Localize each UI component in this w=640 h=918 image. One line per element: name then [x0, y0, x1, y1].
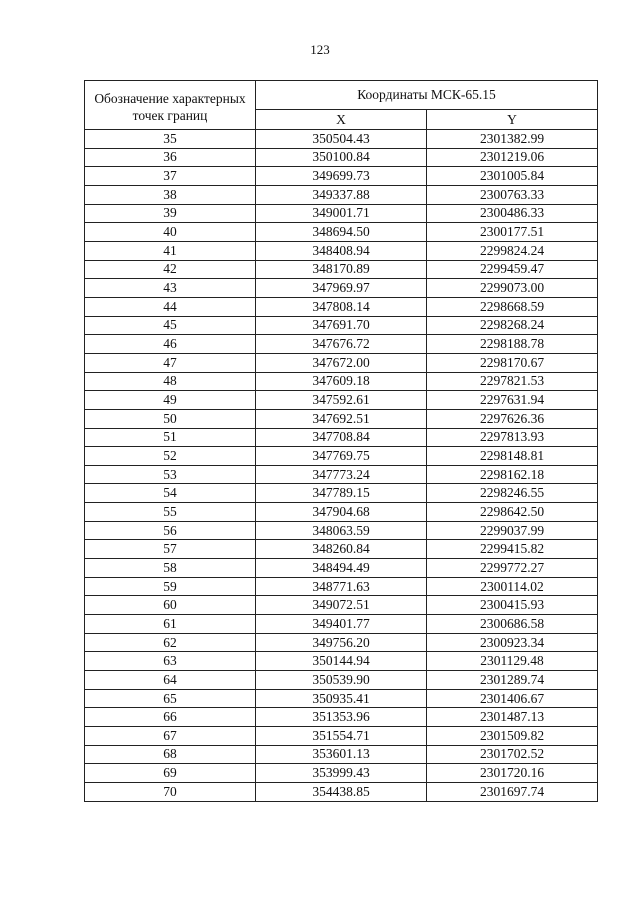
table-row: [85, 148, 598, 167]
x-coordinate-cell: 348260.84: [256, 540, 427, 559]
point-cell: 51: [85, 428, 256, 447]
x-coordinate-cell: 349699.73: [256, 167, 427, 186]
y-coordinate-cell: 2299772.27: [427, 559, 598, 578]
table-row: [85, 745, 598, 764]
x-coordinate-cell: 347789.15: [256, 484, 427, 503]
y-coordinate-cell: 2301487.13: [427, 708, 598, 727]
y-coordinate-cell: 2298148.81: [427, 447, 598, 466]
point-cell: 63: [85, 652, 256, 671]
x-coordinate-cell: 347592.61: [256, 391, 427, 410]
table-row: [85, 167, 598, 186]
table-row: [85, 503, 598, 522]
y-coordinate-cell: 2297626.36: [427, 409, 598, 428]
y-coordinate-cell: 2297631.94: [427, 391, 598, 410]
table-row: [85, 241, 598, 260]
x-coordinate-cell: 348494.49: [256, 559, 427, 578]
x-coordinate-cell: 350935.41: [256, 689, 427, 708]
table-row: [85, 223, 598, 242]
y-coordinate-cell: 2301509.82: [427, 727, 598, 746]
x-coordinate-cell: 353999.43: [256, 764, 427, 783]
y-coordinate-cell: 2299073.00: [427, 279, 598, 298]
table-body: [85, 130, 598, 802]
table-row: [85, 652, 598, 671]
point-cell: 47: [85, 353, 256, 372]
point-cell: 54: [85, 484, 256, 503]
table-header-row: [85, 81, 598, 110]
x-coordinate-cell: 348694.50: [256, 223, 427, 242]
header-coordinates: Координаты МСК-65.15: [256, 81, 598, 110]
table-row: [85, 409, 598, 428]
y-coordinate-cell: 2300486.33: [427, 204, 598, 223]
x-coordinate-cell: 349756.20: [256, 633, 427, 652]
table-row: [85, 335, 598, 354]
point-cell: 42: [85, 260, 256, 279]
point-cell: 64: [85, 671, 256, 690]
table-row: [85, 671, 598, 690]
x-coordinate-cell: 349001.71: [256, 204, 427, 223]
x-coordinate-cell: 350504.43: [256, 130, 427, 149]
table-row: [85, 782, 598, 801]
table-row: [85, 577, 598, 596]
table-row: [85, 633, 598, 652]
y-coordinate-cell: 2300114.02: [427, 577, 598, 596]
point-cell: 56: [85, 521, 256, 540]
y-coordinate-cell: 2298170.67: [427, 353, 598, 372]
y-coordinate-cell: 2297813.93: [427, 428, 598, 447]
y-coordinate-cell: 2299459.47: [427, 260, 598, 279]
table-row: [85, 353, 598, 372]
point-cell: 46: [85, 335, 256, 354]
x-coordinate-cell: 347609.18: [256, 372, 427, 391]
table-row: [85, 559, 598, 578]
y-coordinate-cell: 2301702.52: [427, 745, 598, 764]
header-y: Y: [427, 110, 598, 130]
point-cell: 50: [85, 409, 256, 428]
point-cell: 62: [85, 633, 256, 652]
x-coordinate-cell: 347769.75: [256, 447, 427, 466]
y-coordinate-cell: 2298668.59: [427, 297, 598, 316]
point-cell: 36: [85, 148, 256, 167]
x-coordinate-cell: 347708.84: [256, 428, 427, 447]
table-row: [85, 185, 598, 204]
x-coordinate-cell: 347808.14: [256, 297, 427, 316]
table-row: [85, 372, 598, 391]
x-coordinate-cell: 348063.59: [256, 521, 427, 540]
y-coordinate-cell: 2298162.18: [427, 465, 598, 484]
point-cell: 68: [85, 745, 256, 764]
x-coordinate-cell: 348170.89: [256, 260, 427, 279]
table-row: [85, 465, 598, 484]
y-coordinate-cell: 2300686.58: [427, 615, 598, 634]
point-cell: 44: [85, 297, 256, 316]
y-coordinate-cell: 2298188.78: [427, 335, 598, 354]
point-cell: 45: [85, 316, 256, 335]
y-coordinate-cell: 2299037.99: [427, 521, 598, 540]
page-number: 123: [310, 42, 330, 57]
y-coordinate-cell: 2301129.48: [427, 652, 598, 671]
point-cell: 61: [85, 615, 256, 634]
point-cell: 49: [85, 391, 256, 410]
point-cell: 48: [85, 372, 256, 391]
x-coordinate-cell: 351353.96: [256, 708, 427, 727]
table-row: [85, 260, 598, 279]
y-coordinate-cell: 2301219.06: [427, 148, 598, 167]
point-cell: 60: [85, 596, 256, 615]
y-coordinate-cell: 2301289.74: [427, 671, 598, 690]
y-coordinate-cell: 2300177.51: [427, 223, 598, 242]
point-cell: 35: [85, 130, 256, 149]
table-row: [85, 764, 598, 783]
y-coordinate-cell: 2301697.74: [427, 782, 598, 801]
point-cell: 67: [85, 727, 256, 746]
y-coordinate-cell: 2298268.24: [427, 316, 598, 335]
table-row: [85, 615, 598, 634]
point-cell: 38: [85, 185, 256, 204]
y-coordinate-cell: 2300923.34: [427, 633, 598, 652]
x-coordinate-cell: 350100.84: [256, 148, 427, 167]
table-row: [85, 708, 598, 727]
x-coordinate-cell: 350539.90: [256, 671, 427, 690]
coordinates-table: [84, 80, 598, 802]
y-coordinate-cell: 2298246.55: [427, 484, 598, 503]
point-cell: 57: [85, 540, 256, 559]
x-coordinate-cell: 347904.68: [256, 503, 427, 522]
y-coordinate-cell: 2299824.24: [427, 241, 598, 260]
x-coordinate-cell: 347969.97: [256, 279, 427, 298]
table-row: [85, 204, 598, 223]
table-row: [85, 428, 598, 447]
x-coordinate-cell: 349072.51: [256, 596, 427, 615]
x-coordinate-cell: 347676.72: [256, 335, 427, 354]
x-coordinate-cell: 349337.88: [256, 185, 427, 204]
x-coordinate-cell: 354438.85: [256, 782, 427, 801]
y-coordinate-cell: 2298642.50: [427, 503, 598, 522]
x-coordinate-cell: 348408.94: [256, 241, 427, 260]
x-coordinate-cell: 353601.13: [256, 745, 427, 764]
y-coordinate-cell: 2300415.93: [427, 596, 598, 615]
point-cell: 37: [85, 167, 256, 186]
y-coordinate-cell: 2297821.53: [427, 372, 598, 391]
point-cell: 58: [85, 559, 256, 578]
header-x: X: [256, 110, 427, 130]
y-coordinate-cell: 2300763.33: [427, 185, 598, 204]
table-row: [85, 130, 598, 149]
x-coordinate-cell: 349401.77: [256, 615, 427, 634]
y-coordinate-cell: 2301005.84: [427, 167, 598, 186]
x-coordinate-cell: 347691.70: [256, 316, 427, 335]
x-coordinate-cell: 348771.63: [256, 577, 427, 596]
x-coordinate-cell: 350144.94: [256, 652, 427, 671]
header-point-designation: Обозначение характерных точек границ: [85, 81, 256, 130]
table-row: [85, 596, 598, 615]
y-coordinate-cell: 2301406.67: [427, 689, 598, 708]
x-coordinate-cell: 351554.71: [256, 727, 427, 746]
x-coordinate-cell: 347692.51: [256, 409, 427, 428]
y-coordinate-cell: 2301720.16: [427, 764, 598, 783]
point-cell: 65: [85, 689, 256, 708]
point-cell: 53: [85, 465, 256, 484]
point-cell: 69: [85, 764, 256, 783]
point-cell: 59: [85, 577, 256, 596]
table-row: [85, 521, 598, 540]
point-cell: 52: [85, 447, 256, 466]
y-coordinate-cell: 2299415.82: [427, 540, 598, 559]
x-coordinate-cell: 347672.00: [256, 353, 427, 372]
table-row: [85, 391, 598, 410]
point-cell: 70: [85, 782, 256, 801]
y-coordinate-cell: 2301382.99: [427, 130, 598, 149]
table-row: [85, 540, 598, 559]
table-row: [85, 689, 598, 708]
point-cell: 40: [85, 223, 256, 242]
table-row: [85, 484, 598, 503]
point-cell: 55: [85, 503, 256, 522]
point-cell: 41: [85, 241, 256, 260]
table-row: [85, 297, 598, 316]
point-cell: 43: [85, 279, 256, 298]
point-cell: 39: [85, 204, 256, 223]
table-row: [85, 316, 598, 335]
table-row: [85, 279, 598, 298]
point-cell: 66: [85, 708, 256, 727]
table-row: [85, 727, 598, 746]
table-row: [85, 447, 598, 466]
x-coordinate-cell: 347773.24: [256, 465, 427, 484]
